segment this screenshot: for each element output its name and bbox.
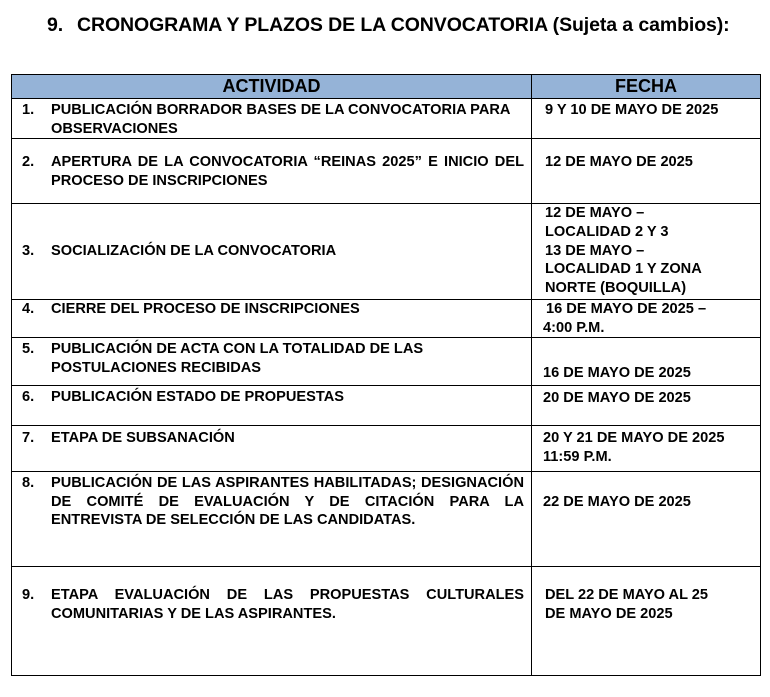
date-cell — [532, 139, 761, 204]
date-cell — [532, 426, 761, 472]
date-line: 20 DE MAYO DE 2025 — [543, 390, 691, 406]
activity-text: PUBLICACIÓN DE ACTA CON LA TOTALIDAD DE LAS POSTULACIONES RECIBIDAS — [51, 341, 424, 376]
date-line: 20 Y 21 DE MAYO DE 2025 — [543, 430, 725, 446]
date-line: 9 Y 10 DE MAYO DE 2025 — [545, 102, 719, 118]
activity-number: 3. — [22, 243, 35, 260]
date-line: NORTE (BOQUILLA) — [545, 280, 687, 297]
table-row — [12, 567, 761, 676]
activity-number: 5. — [22, 341, 35, 357]
activity-cell — [12, 300, 532, 338]
date-line: DE MAYO DE 2025 — [545, 605, 673, 622]
date-cell — [532, 567, 761, 676]
date-line: 11:59 P.M. — [543, 448, 612, 465]
date-line: 22 DE MAYO DE 2025 — [543, 494, 691, 510]
table-row — [12, 139, 761, 204]
date-cell — [532, 386, 761, 426]
date-cell — [532, 472, 761, 567]
activity-cell — [12, 204, 532, 300]
activity-number: 6. — [22, 389, 35, 405]
date-line: 4:00 P.M. — [543, 319, 605, 336]
table-row — [12, 204, 761, 300]
section-title — [47, 14, 730, 37]
activity-number: 2. — [22, 154, 35, 170]
activity-text: ETAPA DE SUBSANACIÓN — [51, 430, 235, 446]
schedule-table — [11, 74, 761, 676]
activity-text: PUBLICACIÓN DE LAS ASPIRANTES HABILITADAS; DESIGNACIÓN DE COMITÉ DE EVALUACIÓN Y DE CITACIÓN PARA LA ENTREVISTA DE SELECCIÓN DE LAS CANDIDATAS. — [51, 475, 524, 528]
activity-text: ETAPA EVALUACIÓN DE LAS PROPUESTAS CULTURALES COMUNITARIAS Y DE LAS ASPIRANTES. — [51, 587, 524, 622]
activity-number: 7. — [22, 430, 35, 446]
table-row — [12, 426, 761, 472]
header-fecha: FECHA — [532, 75, 761, 99]
activity-cell — [12, 426, 532, 472]
date-line: 16 DE MAYO DE 2025 – — [546, 301, 707, 317]
activity-text: SOCIALIZACIÓN DE LA CONVOCATORIA — [51, 243, 337, 260]
table-row — [12, 386, 761, 426]
date-line: DEL 22 DE MAYO AL 25 — [545, 587, 709, 603]
date-line: 13 DE MAYO – — [545, 242, 645, 259]
table-row — [12, 99, 761, 139]
date-cell — [532, 204, 761, 300]
activity-number: 8. — [22, 475, 35, 491]
table-row — [12, 338, 761, 386]
header-actividad: ACTIVIDAD — [12, 75, 532, 99]
table-header-row — [12, 75, 761, 99]
date-line: 12 DE MAYO DE 2025 — [545, 154, 693, 170]
date-cell — [532, 99, 761, 139]
date-cell — [532, 300, 761, 338]
activity-cell — [12, 567, 532, 676]
activity-number: 4. — [22, 301, 35, 317]
date-line: LOCALIDAD 2 Y 3 — [545, 223, 669, 240]
activity-number: 9. — [22, 587, 35, 603]
activity-cell — [12, 139, 532, 204]
activity-cell — [12, 472, 532, 567]
activity-cell — [12, 386, 532, 426]
date-line: 16 DE MAYO DE 2025 — [543, 364, 691, 381]
activity-cell — [12, 99, 532, 139]
date-cell — [532, 338, 761, 386]
activity-text: PUBLICACIÓN BORRADOR BASES DE LA CONVOCATORIA PARA OBSERVACIONES — [51, 102, 510, 137]
table-row — [12, 472, 761, 567]
date-line: 12 DE MAYO – — [545, 205, 645, 221]
activity-number: 1. — [22, 102, 35, 118]
section-number: 9. — [47, 14, 64, 36]
activity-text: PUBLICACIÓN ESTADO DE PROPUESTAS — [51, 389, 344, 405]
table-row — [12, 300, 761, 338]
activity-text: CIERRE DEL PROCESO DE INSCRIPCIONES — [51, 301, 360, 317]
activity-cell — [12, 338, 532, 386]
activity-text: APERTURA DE LA CONVOCATORIA “REINAS 2025” E INICIO DEL PROCESO DE INSCRIPCIONES — [51, 154, 524, 189]
date-line: LOCALIDAD 1 Y ZONA — [545, 261, 702, 278]
section-title-text: CRONOGRAMA Y PLAZOS DE LA CONVOCATORIA (Sujeta a cambios): — [77, 14, 730, 36]
